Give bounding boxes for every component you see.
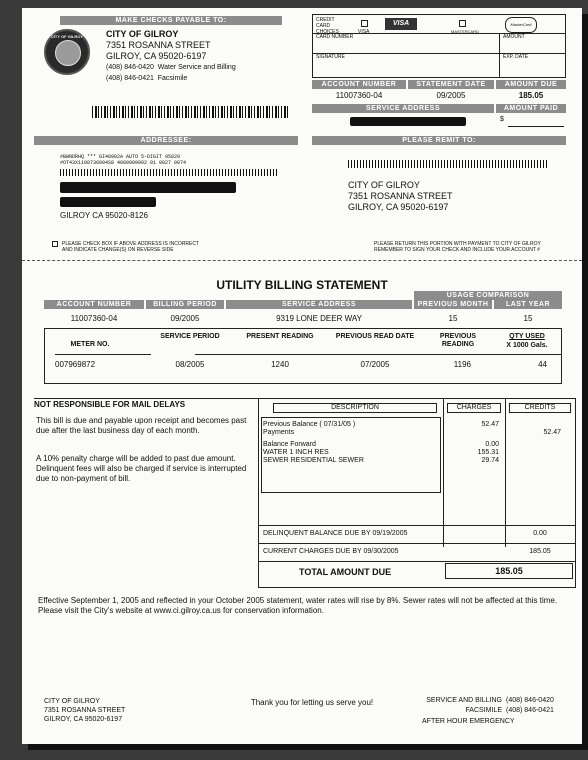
- credit-card-box: [312, 14, 566, 78]
- stub-phone-fax: (408) 846-0421: [106, 75, 154, 82]
- signature-field[interactable]: [316, 61, 496, 75]
- stub-phone-billing-desc: Water Service and Billing: [157, 64, 236, 71]
- amount-label: AMOUNT: [503, 34, 525, 40]
- mail-delay-heading: NOT RESPONSIBLE FOR MAIL DELAYS: [34, 400, 186, 409]
- stub-phone-fax-desc: Facsimile: [157, 75, 188, 82]
- stub-phone-billing: (408) 846-0420: [106, 64, 154, 71]
- charge-row-desc: Payments: [263, 429, 295, 436]
- footer-city: CITY OF GILROY: [44, 698, 100, 705]
- visa-checkbox[interactable]: [361, 20, 368, 27]
- meter-number: 007969872: [55, 360, 96, 369]
- amount-paid-field[interactable]: [508, 116, 564, 127]
- remit-to-header: PLEASE REMIT TO:: [312, 136, 566, 145]
- thank-you-message: Thank you for letting us serve you!: [250, 698, 374, 707]
- current-charges-amount: 185.05: [529, 548, 551, 555]
- h-account-number: ACCOUNT NUMBER: [44, 300, 144, 309]
- footer-fax-phone: (408) 846-0421: [506, 707, 554, 714]
- charge-row-charge: 29.74: [481, 457, 499, 464]
- meter-table: [44, 328, 562, 384]
- remit-street: 7351 ROSANNA STREET: [348, 191, 453, 201]
- stub-statement-date: 09/2005: [436, 91, 466, 100]
- mail-routing-line-1: #BWNDRHQ *** GI40902A AUTO 5-DIGIT 95020: [60, 154, 181, 160]
- footer-fax-label: FACSIMILE: [465, 707, 502, 714]
- h-last-year: LAST YEAR: [494, 300, 562, 309]
- mastercard-checkbox-label: MASTERCARD: [451, 29, 480, 34]
- statement-period: 09/2005: [170, 314, 200, 323]
- signature-label: SIGNATURE: [316, 54, 345, 60]
- make-checks-payable-header: MAKE CHECKS PAYABLE TO:: [60, 16, 282, 25]
- charge-row-credit: 52.47: [543, 429, 561, 436]
- h-credits: CREDITS: [524, 404, 556, 411]
- h-description: DESCRIPTION: [331, 404, 379, 411]
- card-number-field[interactable]: [316, 41, 496, 51]
- city-seal-icon: [44, 29, 90, 75]
- h-service-period: SERVICE PERIOD: [160, 333, 220, 340]
- h-charges: CHARGES: [456, 404, 492, 411]
- return-portion-note-1: PLEASE RETURN THIS PORTION WITH PAYMENT TO CITY OF GILROY: [374, 241, 541, 247]
- current-charges-label: CURRENT CHARGES DUE BY 09/30/2005: [263, 548, 399, 555]
- remit-city: CITY OF GILROY: [348, 180, 420, 190]
- charge-row-charge: 0.00: [485, 441, 499, 448]
- penalty-notice: A 10% penalty charge will be added to past due amount. Delinquent fees will also be charged if service is interrupted due to non-payment of bill.: [36, 454, 247, 483]
- addressee-postal-barcode: [60, 169, 278, 176]
- charge-row-desc: Previous Balance ( 07/31/05 ): [263, 421, 356, 428]
- delinquent-balance-label: DELINQUENT BALANCE DUE BY 09/19/2005: [263, 530, 408, 537]
- address-incorrect-note-2: AND INDICATE CHANGE(S) ON REVERSE SIDE: [62, 247, 174, 253]
- charge-row-desc: Balance Forward: [263, 441, 316, 448]
- rate-change-notice: Effective September 1, 2005 and reflected in your October 2005 statement, water rates will rise by 8%. Sewer rates will not be affected at this time. Please visit the City's website at www.ci.gilroy.ca.us for conservation information.: [38, 596, 558, 615]
- credit-card-choices-label: CREDIT CARD CHOICES: [316, 17, 339, 35]
- seal-text: CITY OF GILROY: [50, 34, 84, 39]
- charge-row-desc: SEWER RESIDENTIAL SEWER: [263, 457, 364, 464]
- exp-date-label: EXP. DATE: [503, 54, 529, 60]
- previous-reading-value: 1196: [453, 360, 471, 369]
- charge-row-charge: 155.31: [477, 449, 499, 456]
- footer-service-label: SERVICE AND BILLING: [426, 697, 502, 704]
- footer-citystate: GILROY, CA 95020-6197: [44, 716, 123, 723]
- remit-postal-barcode: [348, 160, 548, 168]
- service-period-value: 08/2005: [175, 360, 205, 369]
- h-previous-read-date: PREVIOUS READ DATE: [335, 333, 415, 340]
- h-qty-unit: X 1000 Gals.: [506, 342, 548, 349]
- present-reading-value: 1240: [271, 360, 289, 369]
- total-amount-due-label: TOTAL AMOUNT DUE: [299, 567, 392, 577]
- footer-after-hours: AFTER HOUR EMERGENCY: [422, 718, 515, 725]
- visa-logo-icon: VISA: [385, 18, 417, 30]
- delinquent-balance-amount: 0.00: [533, 530, 547, 537]
- utility-bill-page: [22, 8, 582, 744]
- stub-barcode: [92, 106, 288, 118]
- redacted-service-address: [350, 117, 466, 126]
- footer-service-phone: (408) 846-0420: [506, 697, 554, 704]
- statement-service-address: 9319 LONE DEER WAY: [276, 314, 362, 323]
- h-billing-period: BILLING PERIOD: [146, 300, 224, 309]
- address-incorrect-note-1: PLEASE CHECK BOX IF ABOVE ADDRESS IS INCORRECT: [62, 241, 199, 247]
- perforation-line: [22, 260, 582, 261]
- redacted-addressee-street: [60, 197, 156, 207]
- h-service-address: SERVICE ADDRESS: [226, 300, 412, 309]
- col-amount-due-header: AMOUNT DUE: [496, 80, 566, 89]
- addressee-header: ADDRESSEE:: [34, 136, 298, 145]
- card-number-label: CARD NUMBER: [316, 34, 354, 40]
- address-incorrect-checkbox[interactable]: [52, 241, 58, 247]
- qty-used-value: 44: [538, 360, 547, 369]
- charge-row-charge: 52.47: [481, 421, 499, 428]
- total-amount-due: 185.05: [495, 566, 523, 576]
- usage-last-year: 15: [523, 314, 533, 323]
- h-previous-month: PREVIOUS MONTH: [414, 300, 492, 309]
- h-previous-reading: PREVIOUS READING: [439, 333, 477, 348]
- stub-amount-due: 185.05: [518, 91, 544, 100]
- amount-paid-header: AMOUNT PAID: [496, 104, 566, 113]
- visa-checkbox-label: VISA: [358, 29, 370, 35]
- mastercard-checkbox[interactable]: [459, 20, 466, 27]
- stub-city-name: CITY OF GILROY: [106, 29, 179, 39]
- h-present-reading: PRESENT READING: [246, 333, 314, 340]
- remit-citystate: GILROY, CA 95020-6197: [348, 202, 449, 212]
- stub-citystate: GILROY, CA 95020-6197: [106, 51, 207, 61]
- stub-account-number: 11007360-04: [335, 91, 383, 100]
- usage-comparison-header: USAGE COMPARISON: [414, 291, 562, 300]
- exp-date-field[interactable]: [503, 61, 563, 75]
- col-account-number-header: ACCOUNT NUMBER: [312, 80, 406, 89]
- usage-previous-month: 15: [448, 314, 458, 323]
- card-amount-field[interactable]: [503, 41, 563, 51]
- previous-read-date-value: 07/2005: [360, 360, 390, 369]
- col-statement-date-header: STATEMENT DATE: [408, 80, 494, 89]
- mail-routing-line-2: #OT43X1100736004S8 4000009902 01 0027 0074: [60, 160, 187, 166]
- h-qty-used: QTY USED: [509, 333, 545, 340]
- statement-title: UTILITY BILLING STATEMENT: [216, 278, 388, 292]
- addressee-citystate: GILROY CA 95020-8126: [60, 211, 148, 220]
- service-address-header: SERVICE ADDRESS: [312, 104, 494, 113]
- return-portion-note-2: REMEMBER TO SIGN YOUR CHECK AND INCLUDE YOUR ACCOUNT #: [374, 247, 540, 253]
- charge-row-desc: WATER 1 INCH RES: [263, 449, 329, 456]
- amount-paid-dollar: $: [500, 116, 504, 123]
- stub-street: 7351 ROSANNA STREET: [106, 40, 211, 50]
- mastercard-logo-icon: MasterCard: [505, 17, 537, 33]
- statement-account: 11007360-04: [70, 314, 118, 323]
- h-meter-no: METER NO.: [70, 341, 110, 348]
- redacted-addressee-name: [60, 182, 236, 193]
- due-notice: This bill is due and payable upon receipt and becomes past due after the last business day of each month.: [36, 416, 247, 435]
- footer-street: 7351 ROSANNA STREET: [44, 707, 126, 714]
- charges-table: [258, 398, 576, 588]
